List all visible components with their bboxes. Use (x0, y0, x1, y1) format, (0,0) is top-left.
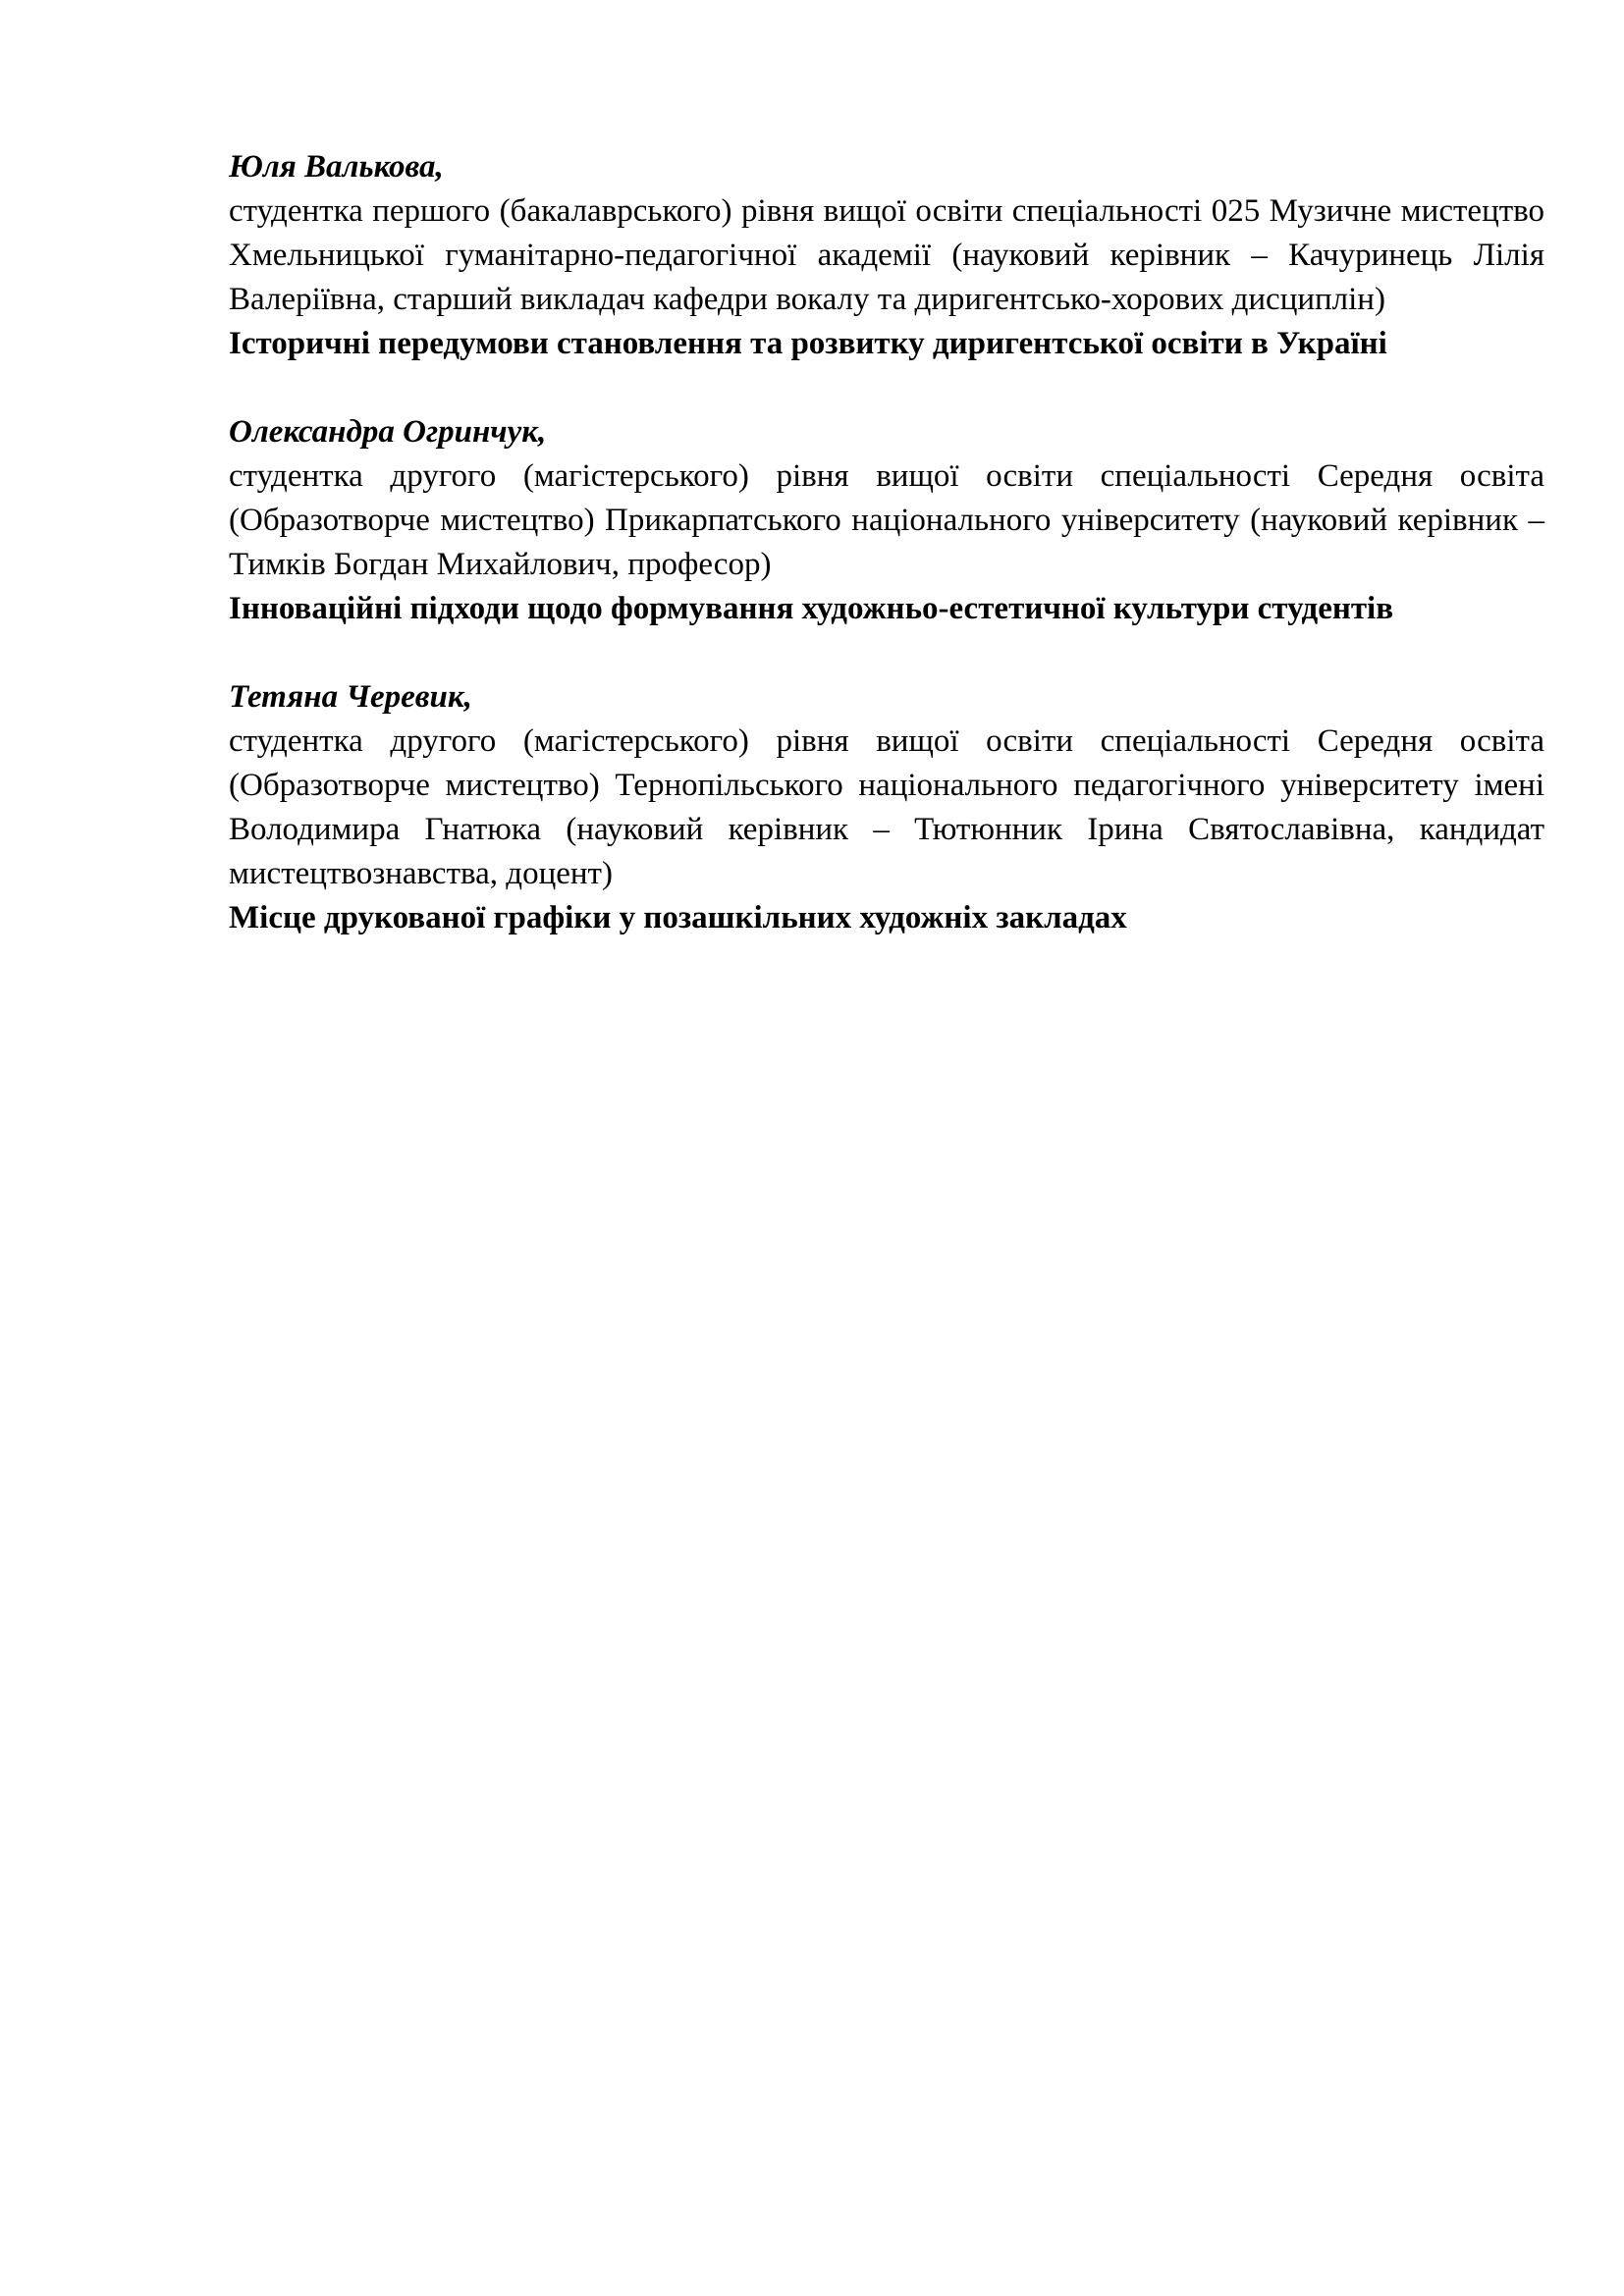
author-affiliation: студентка першого (бакалаврського) рівня вищої освіти спеціальності 025 Музичне мистецтво Хмельницької гуманітарно-педагогічної академії (науковий керівник – Качуринець Лілія Валеріївна, старший викладач кафедри вокалу та диригентсько-хорових дисциплін) (229, 193, 1544, 317)
author-name: Олександра Огринчук, (229, 414, 547, 450)
conference-entry (229, 410, 1544, 631)
paper-title: Місце друкованої графіки у позашкільних художніх закладах (229, 900, 1127, 935)
conference-entry (229, 675, 1544, 940)
conference-entry (229, 145, 1544, 366)
text-content (229, 145, 1544, 985)
author-affiliation: студентка другого (магістерського) рівня вищої освіти спеціальності Середня освіта (Образотворче мистецтво) Прикарпатського національного університету (науковий керівник – Тимків Богдан Михайлович, професор) (229, 458, 1544, 582)
author-affiliation: студентка другого (магістерського) рівня вищої освіти спеціальності Середня освіта (Образотворче мистецтво) Тернопільського національного педагогічного університету імені Володимира Гнатюка (науковий керівник – Тютюнник Ірина Святославівна, кандидат мистецтвознавства, доцент) (229, 723, 1544, 891)
author-name: Юля Валькова, (229, 149, 444, 185)
author-name: Тетяна Черевик, (229, 679, 472, 715)
paper-title: Інноваційні підходи щодо формування художньо-естетичної культури студентів (229, 591, 1394, 626)
paper-title: Історичні передумови становлення та розвитку диригентської освіти в Україні (229, 326, 1387, 361)
